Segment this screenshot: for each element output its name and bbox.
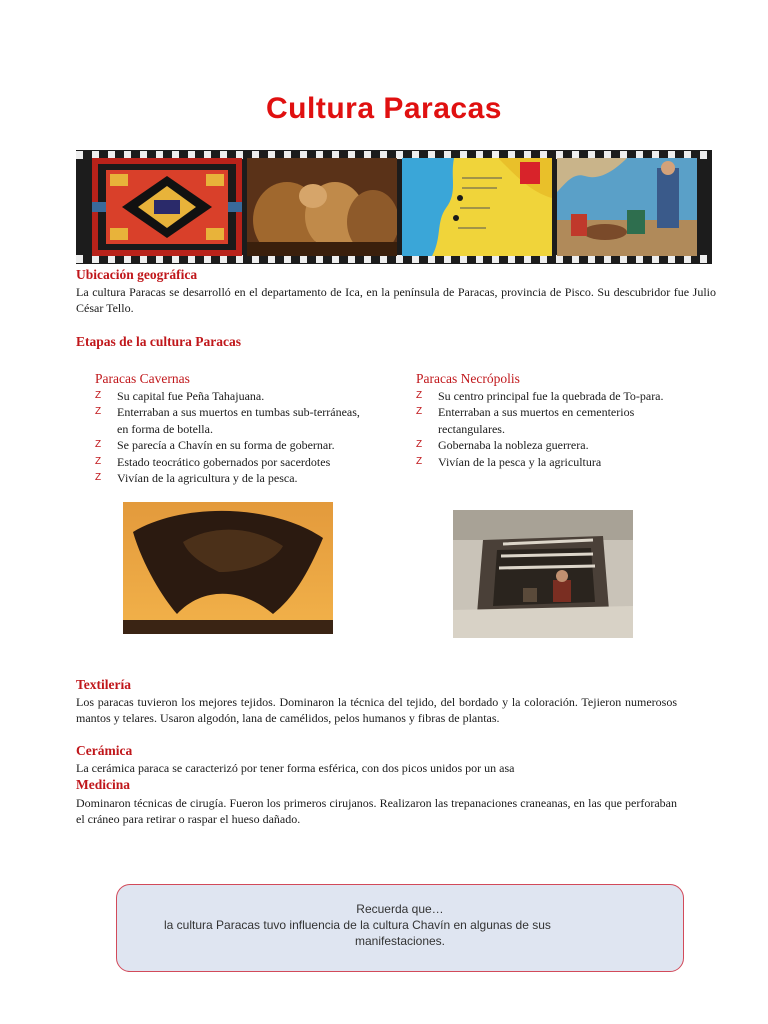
textile-pattern-image <box>92 158 242 256</box>
bullet-icon: Z <box>95 390 102 401</box>
bullet-icon: Z <box>416 439 423 451</box>
list-item: Z Enterraban a sus muertos en tumbas sub-terráneas, en forma de botella. <box>95 405 360 436</box>
reminder-title: Recuerda que… <box>356 902 444 916</box>
section-heading-ubicacion: Ubicación geográfica <box>76 267 198 282</box>
section-heading-etapas: Etapas de la cultura Paracas <box>76 334 241 349</box>
bullet-icon: Z <box>95 406 102 418</box>
map-image <box>402 158 552 256</box>
list-item: Z Gobernaba la nobleza guerrera. <box>416 438 589 453</box>
section-heading-textileria: Textilería <box>76 677 131 692</box>
film-strip-banner <box>76 150 712 264</box>
caverna-tomb-photo <box>123 502 333 634</box>
paracas-necropolis-heading: Paracas Necrópolis <box>416 371 520 386</box>
list-item: Z Su centro principal fue la quebrada de To-para. <box>416 389 664 403</box>
list-item: Z Enterraban a sus muertos en cementerios rectangulares. <box>416 405 635 436</box>
bullet-icon: Z <box>95 439 102 451</box>
page-title: Cultura Paracas <box>266 92 502 125</box>
list-item: Z Vivían de la pesca y la agricultura <box>416 454 602 469</box>
necropolis-excavation-photo <box>453 510 633 638</box>
section-heading-ceramica: Cerámica <box>76 743 133 758</box>
paracas-necropolis-list <box>416 388 688 470</box>
film-perforations-bottom <box>76 255 712 263</box>
list-item: Z Se parecía a Chavín en su forma de gobernar. <box>95 438 335 453</box>
bullet-icon: Z <box>416 406 423 418</box>
reminder-line-end: manifestaciones. <box>354 934 446 948</box>
medicina-text: Dominaron técnicas de cirugía. Fueron los primeros cirujanos. Realizaron las trepanaciones craneanas, en las que perforaban el cráneo para retirar o raspar el hueso dañado. <box>76 796 677 826</box>
section-heading-medicina: Medicina <box>76 777 130 792</box>
ceramica-text: La cerámica paraca se caracterizó por tener forma esférica, con dos picos unidos por un asa <box>76 761 515 775</box>
textileria-text: Los paracas tuvieron los mejores tejidos. Dominaron la técnica del tejido, del bordado y la coloración. Tejieron numerosos mantos y telares. Usaron algodón, lana de camélidos, pelos humanos y fibras de plantas. <box>76 695 677 725</box>
reminder-line: la cultura Paracas tuvo influencia de la cultura Chavín en algunas de sus <box>164 918 551 932</box>
list-item: Z Vivían de la agricultura y de la pesca. <box>95 471 298 486</box>
list-item: Z Estado teocrático gobernados por sacerdotes <box>95 454 331 469</box>
bullet-icon: Z <box>95 472 102 484</box>
ubicacion-text: La cultura Paracas se desarrolló en el departamento de Ica, en la península de Paracas, provincia de Pisco. Su descubridor fue Julio César Tello. <box>76 285 716 315</box>
bullet-icon: Z <box>95 455 102 467</box>
paracas-cavernas-list <box>95 388 365 486</box>
mummy-bundles-image <box>247 158 397 256</box>
paracas-cavernas-heading: Paracas Cavernas <box>95 371 190 386</box>
bullet-icon: Z <box>416 390 423 401</box>
painting-image <box>557 158 697 256</box>
reminder-box <box>116 884 684 972</box>
bullet-icon: Z <box>416 455 423 467</box>
list-item: Z Su capital fue Peña Tahajuana. <box>95 389 265 403</box>
